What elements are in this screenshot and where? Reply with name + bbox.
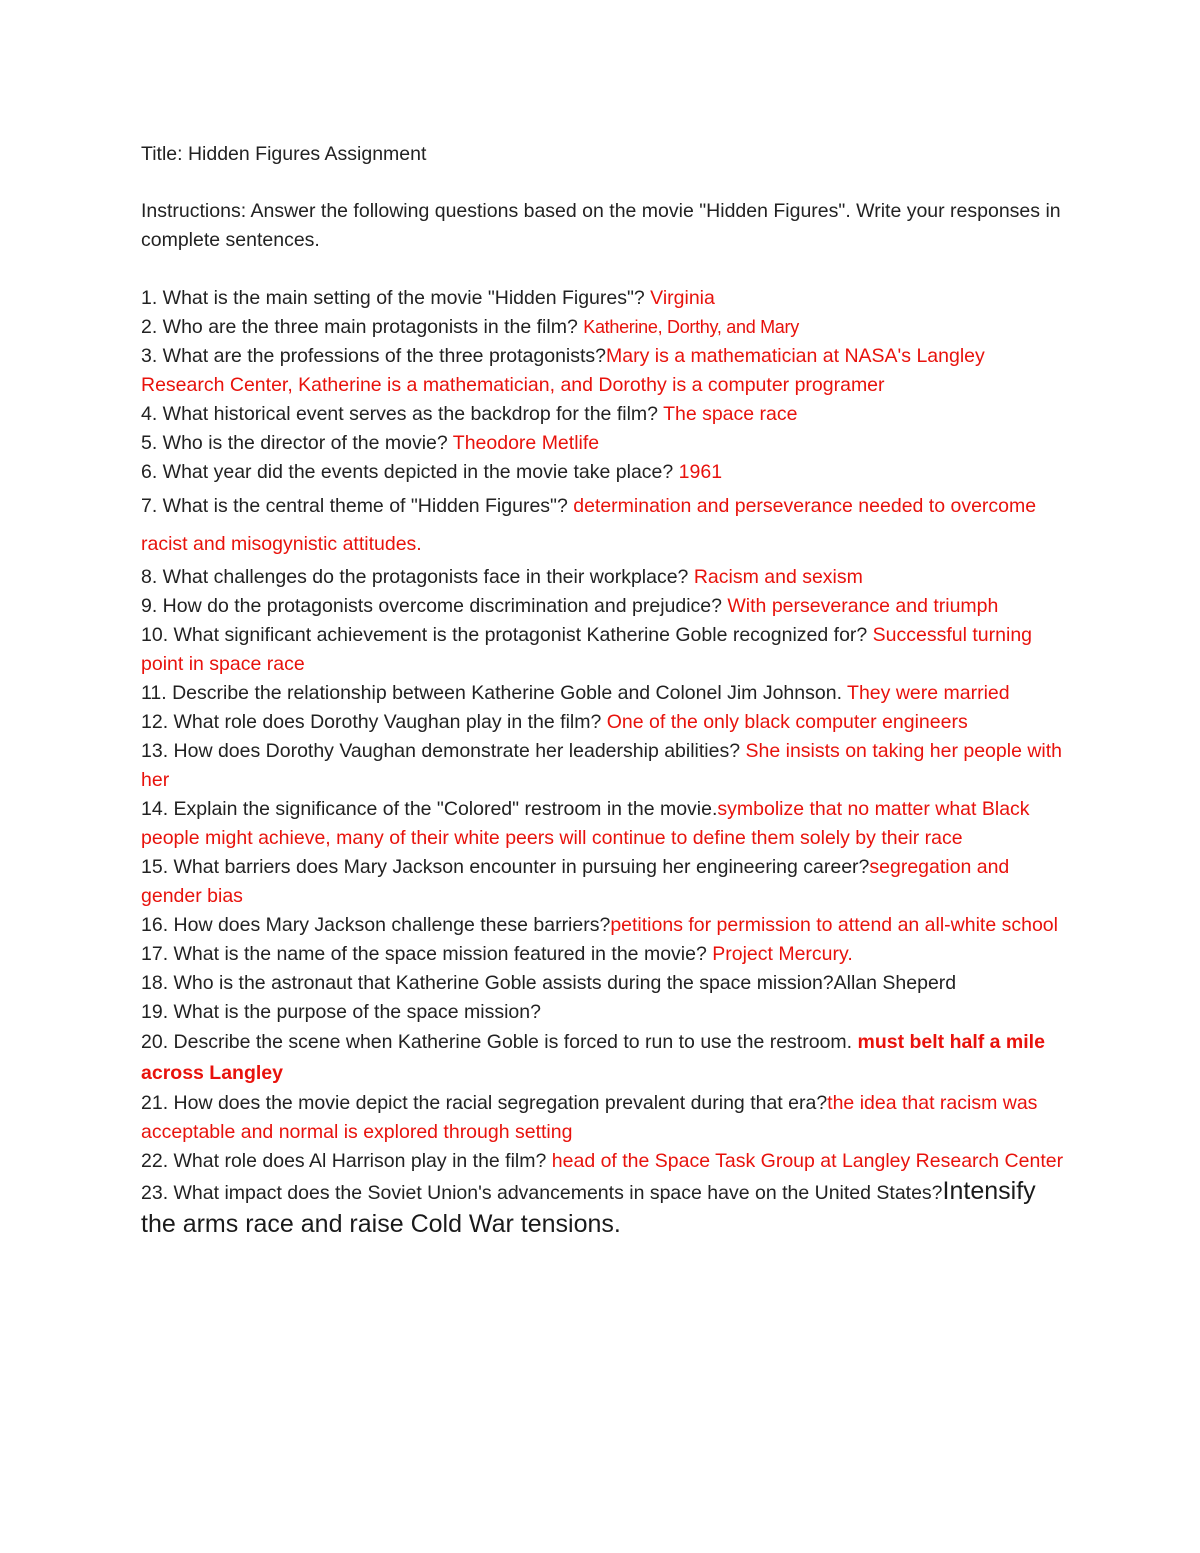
question-text: 22. What role does Al Harrison play in the film?: [141, 1150, 552, 1172]
question-12: [141, 708, 1071, 737]
question-3: [141, 342, 1071, 400]
question-text: 15. What barriers does Mary Jackson encounter in pursuing her engineering career?: [141, 856, 870, 878]
answer-text: With perseverance and triumph: [727, 595, 999, 617]
question-5: [141, 429, 1071, 458]
document-instructions: Instructions: Answer the following questions based on the movie "Hidden Figures". Write your responses in complete sentences.: [141, 200, 1061, 251]
answer-text: One of the only black computer engineers: [606, 711, 968, 733]
question-6: [141, 458, 1071, 487]
answer-text: symbolize that no matter what Black people might achieve, many of their white peers will continue to define them solely by their race: [141, 798, 1030, 849]
question-text: 6. What year did the events depicted in the movie take place?: [141, 461, 679, 483]
answer-text: Katherine, Dorthy, and Mary: [583, 317, 799, 337]
question-text: 16. How does Mary Jackson challenge these barriers?: [141, 914, 611, 936]
question-text: 7. What is the central theme of "Hidden Figures"?: [141, 495, 574, 517]
answer-text: must belt half a mile across Langley: [141, 1031, 1045, 1084]
answer-text: determination and perseverance needed to overcome racist and misogynistic attitudes.: [141, 495, 1037, 555]
question-text: 9. How do the protagonists overcome discrimination and prejudice?: [141, 595, 728, 617]
answer-text: Project Mercury.: [712, 943, 853, 965]
question-21: [141, 1089, 1071, 1147]
question-text: 2. Who are the three main protagonists in the film?: [141, 316, 584, 338]
answer-text: Intensify the arms race and raise Cold War tensions.: [141, 1177, 1036, 1238]
document-title: Title: Hidden Figures Assignment: [141, 143, 427, 165]
question-15: [141, 853, 1071, 911]
answer-text: She insists on taking her people with her: [141, 740, 1063, 791]
question-16: [141, 911, 1071, 940]
answer-text: The space race: [663, 403, 798, 425]
answer-text: the idea that racism was acceptable and normal is explored through setting: [141, 1092, 1038, 1143]
answer-text: Mary is a mathematician at NASA's Langley Research Center, Katherine is a mathematician, and Dorothy is a computer programer: [141, 345, 985, 396]
question-2: [141, 313, 1071, 342]
question-text: 12. What role does Dorothy Vaughan play in the film?: [141, 711, 607, 733]
question-20: [141, 1027, 1071, 1089]
question-14: [141, 795, 1071, 853]
answer-text: Racism and sexism: [693, 566, 863, 588]
question-13: [141, 737, 1071, 795]
answer-text: Successful turning point in space race: [141, 624, 1033, 675]
question-text: 3. What are the professions of the three protagonists?: [141, 345, 607, 367]
question-text: 23. What impact does the Soviet Union's advancements in space have on the United States?: [141, 1182, 943, 1204]
question-text: 4. What historical event serves as the backdrop for the film?: [141, 403, 664, 425]
question-text: 18. Who is the astronaut that Katherine Goble assists during the space mission?Allan Sheperd: [141, 972, 957, 994]
answer-text: Virginia: [650, 287, 715, 309]
question-1: [141, 284, 1071, 313]
answer-text: petitions for permission to attend an all-white school: [610, 914, 1058, 936]
question-4: [141, 400, 1071, 429]
question-text: 10. What significant achievement is the protagonist Katherine Goble recognized for?: [141, 624, 873, 646]
question-text: 1. What is the main setting of the movie "Hidden Figures"?: [141, 287, 651, 309]
question-text: 17. What is the name of the space mission featured in the movie?: [141, 943, 713, 965]
answer-text: 1961: [678, 461, 723, 483]
question-11: [141, 679, 1071, 708]
answer-text: segregation and gender bias: [141, 856, 1010, 907]
question-8: [141, 563, 1071, 592]
question-9: [141, 592, 1071, 621]
question-22: [141, 1147, 1071, 1176]
question-text: 8. What challenges do the protagonists face in their workplace?: [141, 566, 694, 588]
question-10: [141, 621, 1071, 679]
question-18: [141, 969, 1071, 998]
question-text: 19. What is the purpose of the space mission?: [141, 1001, 541, 1023]
answer-text: Theodore Metlife: [452, 432, 600, 454]
question-text: 5. Who is the director of the movie?: [141, 432, 453, 454]
answer-text: head of the Space Task Group at Langley Research Center: [551, 1150, 1064, 1172]
question-17: [141, 940, 1071, 969]
question-23: [141, 1176, 1071, 1242]
question-text: 20. Describe the scene when Katherine Goble is forced to run to use the restroom.: [141, 1031, 858, 1053]
question-text: 21. How does the movie depict the racial segregation prevalent during that era?: [141, 1092, 828, 1114]
question-list: [141, 284, 1071, 1242]
question-text: 14. Explain the significance of the "Colored" restroom in the movie.: [141, 798, 718, 820]
question-7: [141, 487, 1071, 563]
question-19: [141, 998, 1071, 1027]
question-text: 11. Describe the relationship between Katherine Goble and Colonel Jim Johnson.: [141, 682, 848, 704]
question-text: 13. How does Dorothy Vaughan demonstrate her leadership abilities?: [141, 740, 746, 762]
answer-text: They were married: [847, 682, 1010, 704]
document-page: [141, 140, 1071, 1242]
